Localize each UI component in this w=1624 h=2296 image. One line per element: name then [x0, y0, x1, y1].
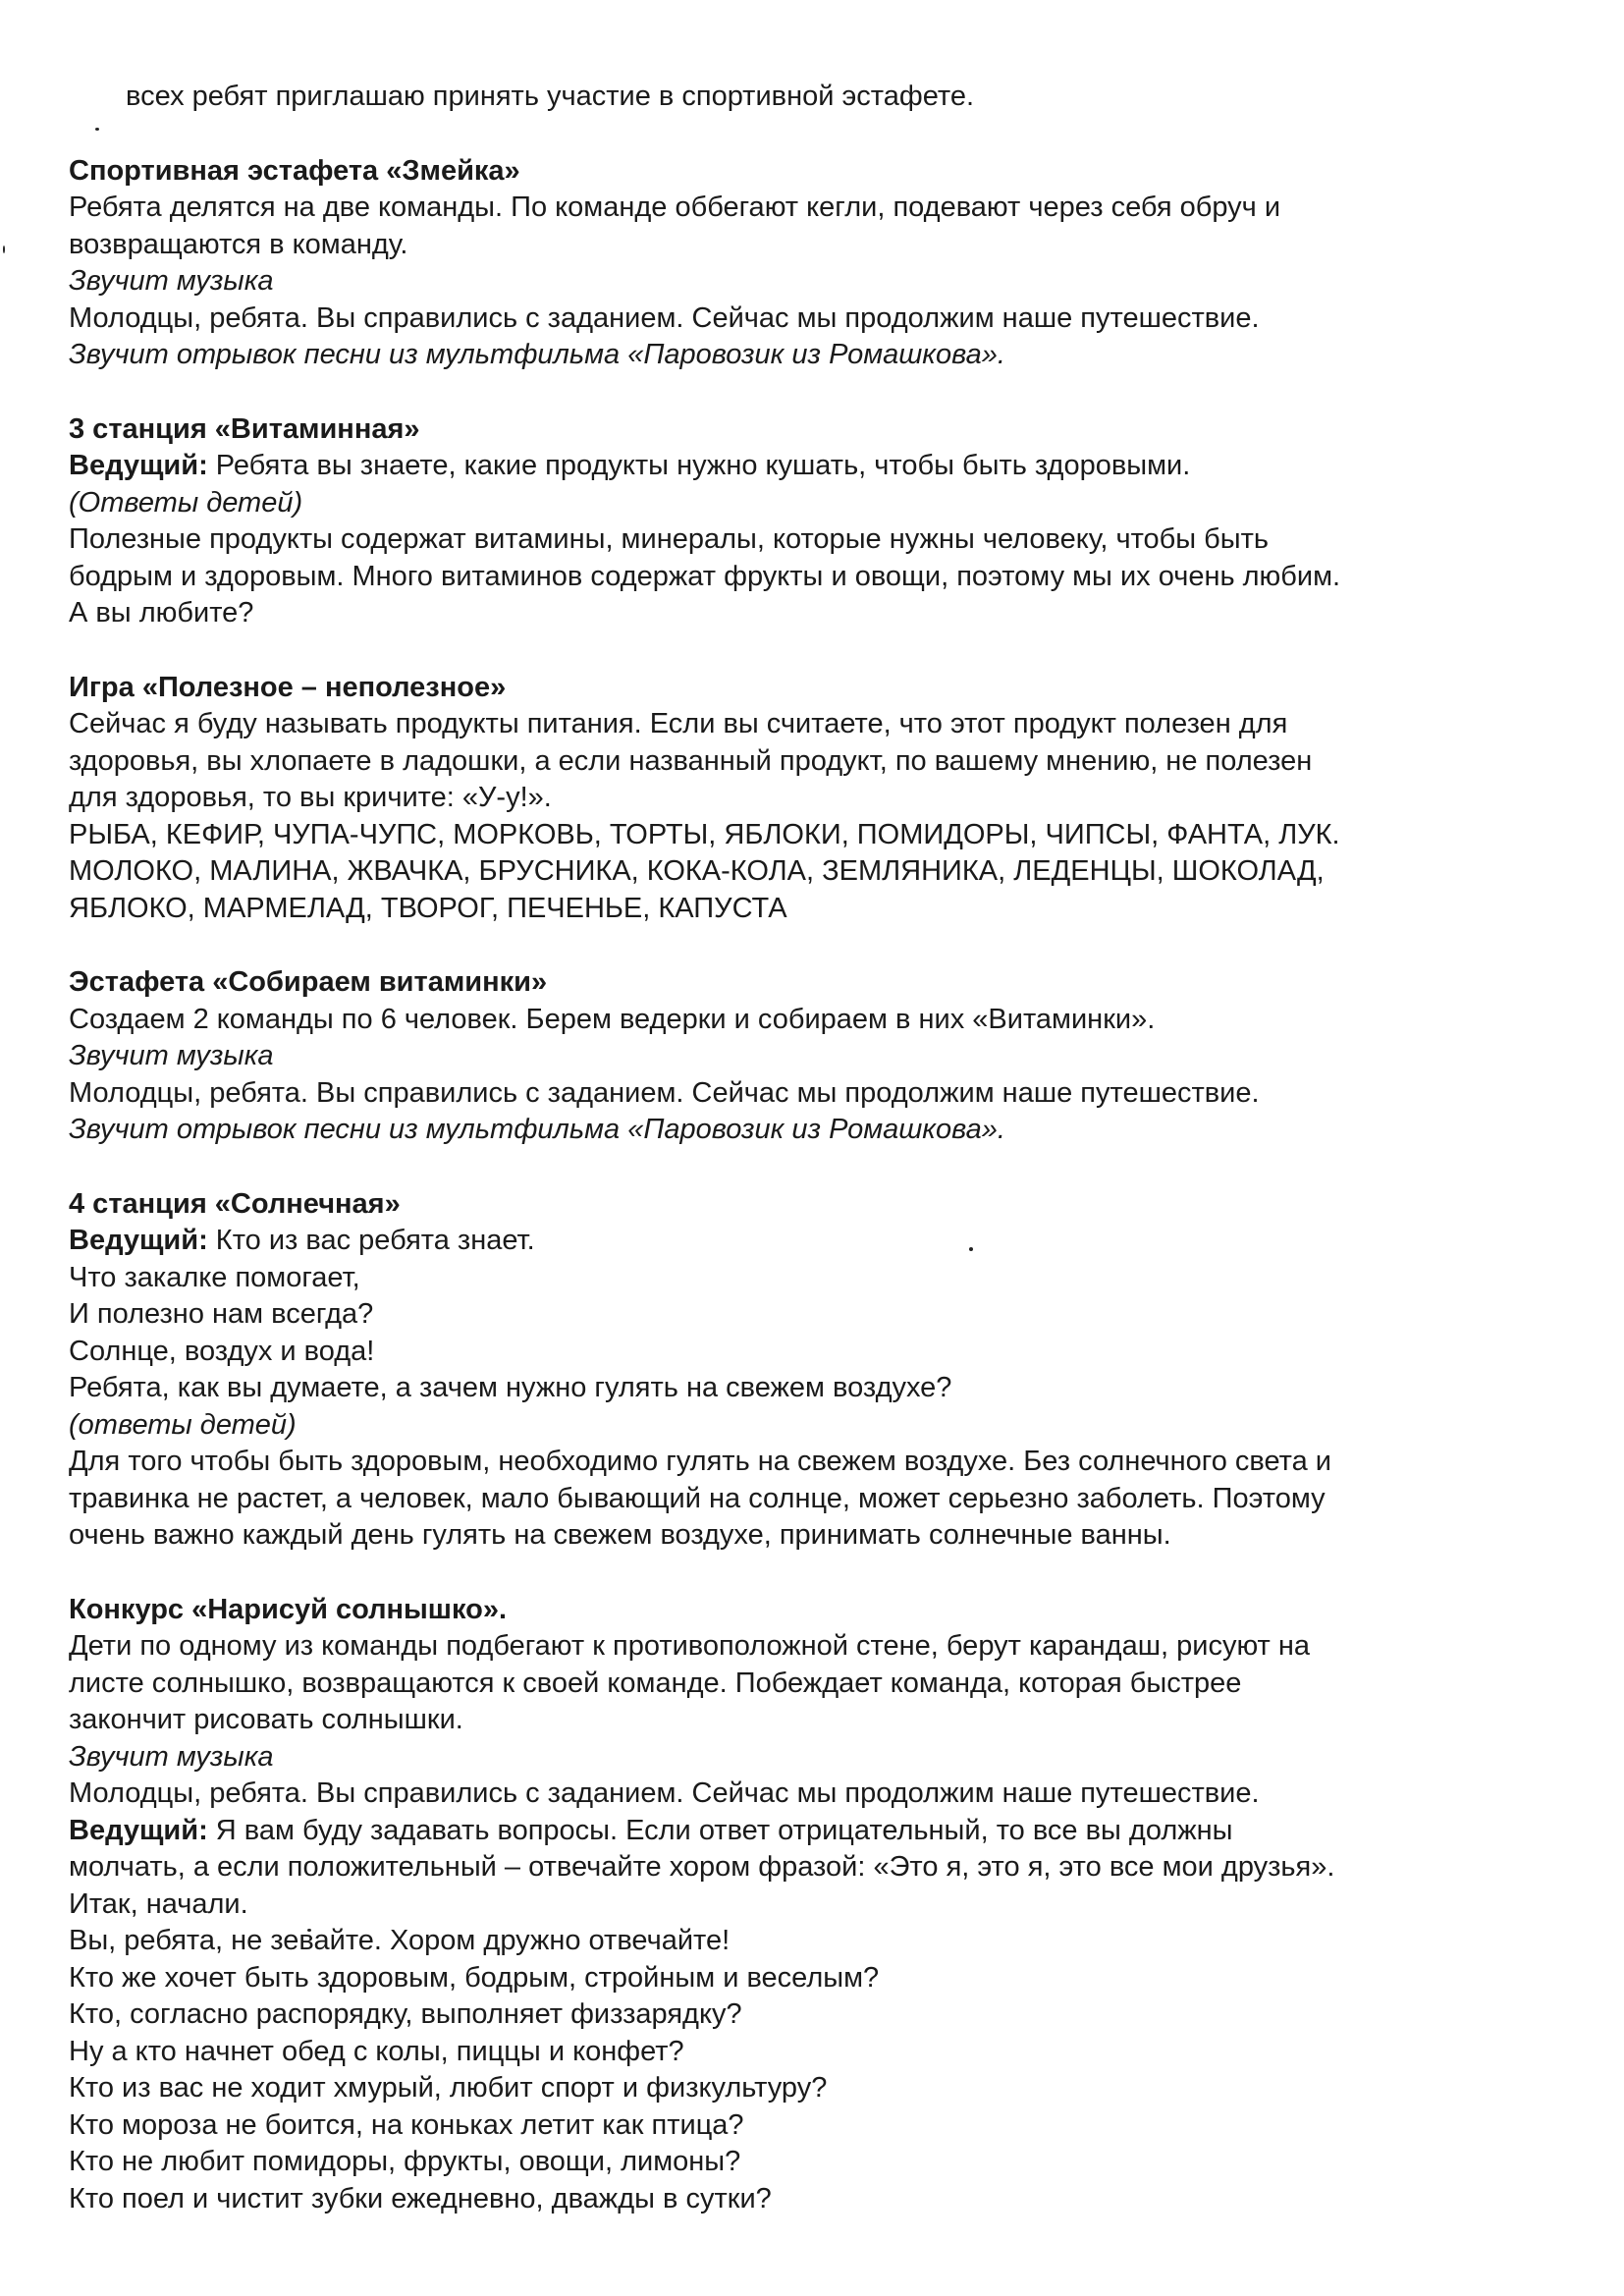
praise-line: Молодцы, ребята. Вы справились с заданием. Сейчас мы продолжим наше путешествие.: [69, 301, 1260, 334]
praise-line: Молодцы, ребята. Вы справились с заданием. Сейчас мы продолжим наше путешествие.: [69, 1076, 1260, 1109]
stage-direction-answers: (Ответы детей): [69, 486, 303, 519]
host-question: Ребята вы знаете, какие продукты нужно кушать, чтобы быть здоровыми.: [207, 450, 1191, 481]
paragraph-line: Дети по одному из команды подбегают к противоположной стене, берут карандаш, рисуют на: [69, 1630, 1311, 1662]
paragraph-line: Ребята делятся на две команды. По команде оббегают кегли, подевают через себя обруч и: [69, 191, 1281, 223]
poem-line: Солнце, воздух и вода!: [69, 1335, 375, 1367]
paragraph-line: молчать, а если положительный – отвечайте хором фразой: «Это я, это я, это все мои друзья».: [69, 1851, 1335, 1883]
host-question-line: [69, 448, 1561, 485]
speaker-label: Ведущий:: [69, 450, 208, 481]
intro-line: всех ребят приглашаю принять участие в спортивной эстафете.: [126, 81, 975, 112]
paragraph-line: Итак, начали.: [69, 1887, 248, 1920]
product-list-line: МОЛОКО, МАЛИНА, ЖВАЧКА, БРУСНИКА, КОКА-КОЛА, ЗЕМЛЯНИКА, ЛЕДЕНЦЫ, ШОКОЛАД,: [69, 855, 1325, 887]
scan-speck: [3, 246, 5, 253]
host-rules: Я вам буду задавать вопросы. Если ответ отрицательный, то все вы должны: [207, 1814, 1233, 1846]
stage-direction-music: Звучит музыка: [69, 1040, 274, 1071]
speaker-label: Ведущий:: [69, 1225, 208, 1256]
praise-line: Молодцы, ребята. Вы справились с заданием. Сейчас мы продолжим наше путешествие.: [69, 1777, 1260, 1809]
host-rules-line: [69, 1813, 1561, 1850]
paragraph-line: здоровья, вы хлопаете в ладошки, а если названный продукт, по вашему мнению, не полезен: [69, 744, 1313, 777]
section-title-zmeika: Спортивная эстафета «Змейка»: [69, 154, 520, 187]
quiz-line: Кто не любит помидоры, фрукты, овощи, лимоны?: [69, 2146, 741, 2177]
paragraph-line: Сейчас я буду называть продукты питания. Если вы считаете, что этот продукт полезен для: [69, 708, 1288, 739]
quiz-line: Кто же хочет быть здоровым, бодрым, стройным и веселым?: [69, 1961, 880, 1994]
quiz-line: Кто мороза не боится, на коньках летит как птица?: [69, 2108, 744, 2141]
stage-direction-song: Звучит отрывок песни из мультфильма «Паровозик из Ромашкова».: [69, 339, 1005, 370]
section-title-collect: Эстафета «Собираем витаминки»: [69, 966, 548, 998]
section-title-draw: Конкурс «Нарисуй солнышко».: [69, 1593, 508, 1625]
product-list-line: ЯБЛОКО, МАРМЕЛАД, ТВОРОГ, ПЕЧЕНЬЕ, КАПУСТА: [69, 892, 787, 924]
paragraph-line: очень важно каждый день гулять на свежем воздухе, принимать солнечные ванны.: [69, 1519, 1171, 1551]
poem-line: И полезно нам всегда?: [69, 1298, 374, 1330]
spacer: [69, 374, 1561, 411]
quiz-line: Кто поел и чистит зубки ежедневно, дважды в сутки?: [69, 2182, 772, 2214]
spacer: [69, 116, 1561, 153]
poem-line: Ребята, как вы думаете, а зачем нужно гулять на свежем воздухе?: [69, 1372, 952, 1403]
paragraph-line: для здоровья, то вы кричите: «У-у!».: [69, 782, 552, 813]
stage-direction-song: Звучит отрывок песни из мультфильма «Паровозик из Ромашкова».: [69, 1114, 1005, 1145]
quiz-line: Ну а кто начнет обед с колы, пиццы и конфет?: [69, 2035, 684, 2067]
section-title-solar: 4 станция «Солнечная»: [69, 1187, 401, 1220]
quiz-line: Вы, ребята, не зевайте. Хором дружно отвечайте!: [69, 1925, 731, 1956]
paragraph-line: Полезные продукты содержат витамины, минералы, которые нужны человеку, чтобы быть: [69, 523, 1270, 555]
poem-line: Что закалке помогает,: [69, 1261, 360, 1293]
stage-direction-music: Звучит музыка: [69, 265, 274, 297]
paragraph-line: травинка не растет, а человек, мало бывающий на солнце, может серьезно заболеть. Поэтому: [69, 1482, 1326, 1514]
quiz-line: Кто из вас не ходит хмурый, любит спорт и физкультуру?: [69, 2072, 828, 2104]
paragraph-line: бодрым и здоровым. Много витаминов содержат фрукты и овощи, поэтому мы их очень любим.: [69, 560, 1341, 592]
host-question-line: [69, 1223, 1561, 1260]
speaker-label: Ведущий:: [69, 1814, 208, 1846]
paragraph-line: листе солнышко, возвращаются к своей команде. Побеждает команда, которая быстрее: [69, 1667, 1242, 1699]
stage-direction-music: Звучит музыка: [69, 1740, 274, 1773]
section-title-vitamin: 3 станция «Витаминная»: [69, 412, 420, 445]
section-title-game: Игра «Полезное – неполезное»: [69, 671, 507, 703]
paragraph-line: Для того чтобы быть здоровым, необходимо гулять на свежем воздухе. Без солнечного света и: [69, 1446, 1331, 1477]
paragraph-line: Создаем 2 команды по 6 человек. Берем ведерки и собираем в них «Витаминки».: [69, 1003, 1156, 1035]
spacer: [69, 927, 1561, 964]
paragraph-line: возвращаются в команду.: [69, 228, 408, 260]
spacer: [69, 1555, 1561, 1592]
spacer: [69, 1149, 1561, 1186]
stage-direction-answers: (ответы детей): [69, 1408, 297, 1441]
paragraph-line: закончит рисовать солнышки.: [69, 1704, 463, 1735]
quiz-line: Кто, согласно распорядку, выполняет физзарядку?: [69, 1998, 742, 2030]
host-question: Кто из вас ребята знает.: [207, 1225, 535, 1256]
product-list-line: РЫБА, КЕФИР, ЧУПА-ЧУПС, МОРКОВЬ, ТОРТЫ, ЯБЛОКИ, ПОМИДОРЫ, ЧИПСЫ, ФАНТА, ЛУК.: [69, 818, 1340, 850]
spacer: [69, 632, 1561, 670]
paragraph-line: А вы любите?: [69, 597, 254, 629]
document-body: [69, 79, 1561, 2217]
